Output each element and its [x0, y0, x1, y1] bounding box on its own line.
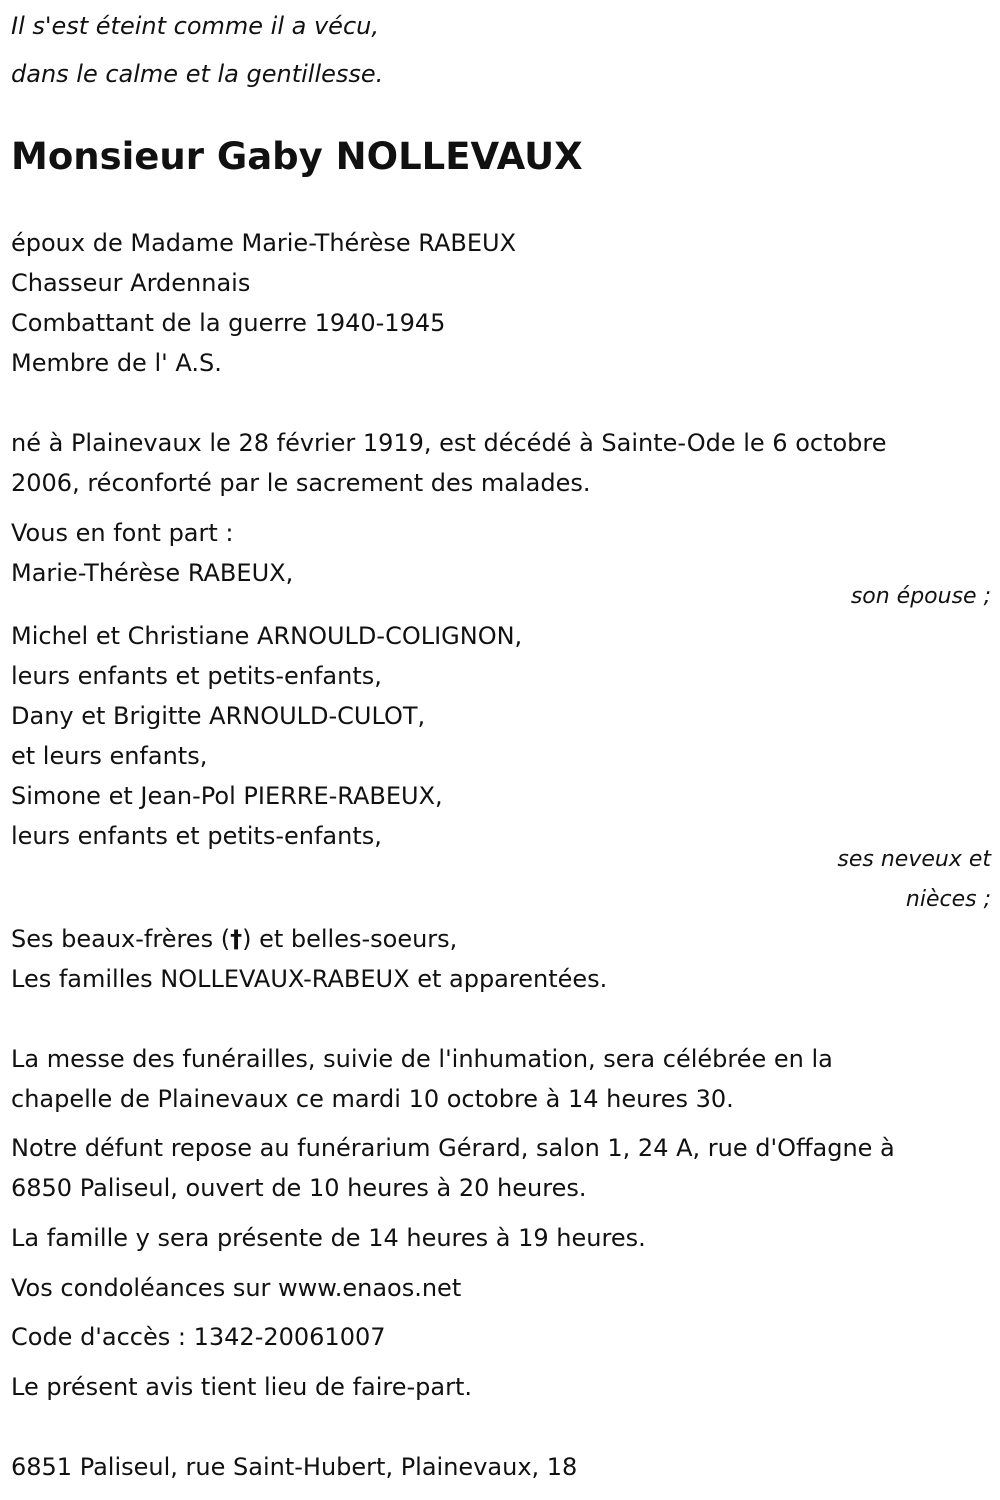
- in-laws-text-pre: Ses beaux-frères (: [11, 925, 231, 953]
- in-laws-line-1: [11, 927, 457, 951]
- title-line-1: époux de Madame Marie-Thérèse RABEUX: [11, 229, 517, 257]
- in-laws-line-2: Les familles NOLLEVAUX-RABEUX et apparentées.: [11, 965, 608, 993]
- nephew-line-5: Simone et Jean-Pol PIERRE-RABEUX,: [11, 782, 443, 810]
- nephew-line-6: leurs enfants et petits-enfants,: [11, 822, 382, 850]
- notice-text: Le présent avis tient lieu de faire-part.: [11, 1373, 473, 1401]
- mass-line-2: chapelle de Plainevaux ce mardi 10 octobre à 14 heures 30.: [11, 1085, 734, 1113]
- repose-line-1: Notre défunt repose au funérarium Gérard, salon 1, 24 A, rue d'Offagne à: [11, 1134, 895, 1162]
- nephews-relation-line-2: nièces ;: [905, 887, 991, 912]
- nephews-relation-line-1: ses neveux et: [837, 847, 991, 872]
- spouse-relation: son épouse ;: [850, 584, 991, 609]
- birth-death-line-1: né à Plainevaux le 28 février 1919, est décédé à Sainte-Ode le 6 octobre: [11, 429, 887, 457]
- nephew-line-1: Michel et Christiane ARNOULD-COLIGNON,: [11, 622, 523, 650]
- epigraph-line-1: Il s'est éteint comme il a vécu,: [11, 12, 379, 40]
- title-line-4: Membre de l' A.S.: [11, 349, 222, 377]
- in-laws-text-post: ) et belles-soeurs,: [242, 925, 458, 953]
- announcement-intro: Vous en font part :: [11, 519, 234, 547]
- access-code: Code d'accès : 1342-20061007: [11, 1323, 386, 1351]
- spouse-name: Marie-Thérèse RABEUX,: [11, 559, 294, 587]
- title-line-3: Combattant de la guerre 1940-1945: [11, 309, 446, 337]
- deceased-name: Monsieur Gaby NOLLEVAUX: [11, 135, 583, 178]
- epigraph-line-2: dans le calme et la gentillesse.: [11, 60, 384, 88]
- mass-line-1: La messe des funérailles, suivie de l'inhumation, sera célébrée en la: [11, 1045, 833, 1073]
- cross-icon: †: [230, 925, 243, 953]
- title-line-2: Chasseur Ardennais: [11, 269, 251, 297]
- condolences-link: Vos condoléances sur www.enaos.net: [11, 1274, 462, 1302]
- address: 6851 Paliseul, rue Saint-Hubert, Plainevaux, 18: [11, 1453, 578, 1481]
- repose-line-2: 6850 Paliseul, ouvert de 10 heures à 20 heures.: [11, 1174, 587, 1202]
- nephew-line-2: leurs enfants et petits-enfants,: [11, 662, 382, 690]
- nephew-line-4: et leurs enfants,: [11, 742, 208, 770]
- family-present: La famille y sera présente de 14 heures à 19 heures.: [11, 1224, 646, 1252]
- birth-death-line-2: 2006, réconforté par le sacrement des malades.: [11, 469, 591, 497]
- nephew-line-3: Dany et Brigitte ARNOULD-CULOT,: [11, 702, 426, 730]
